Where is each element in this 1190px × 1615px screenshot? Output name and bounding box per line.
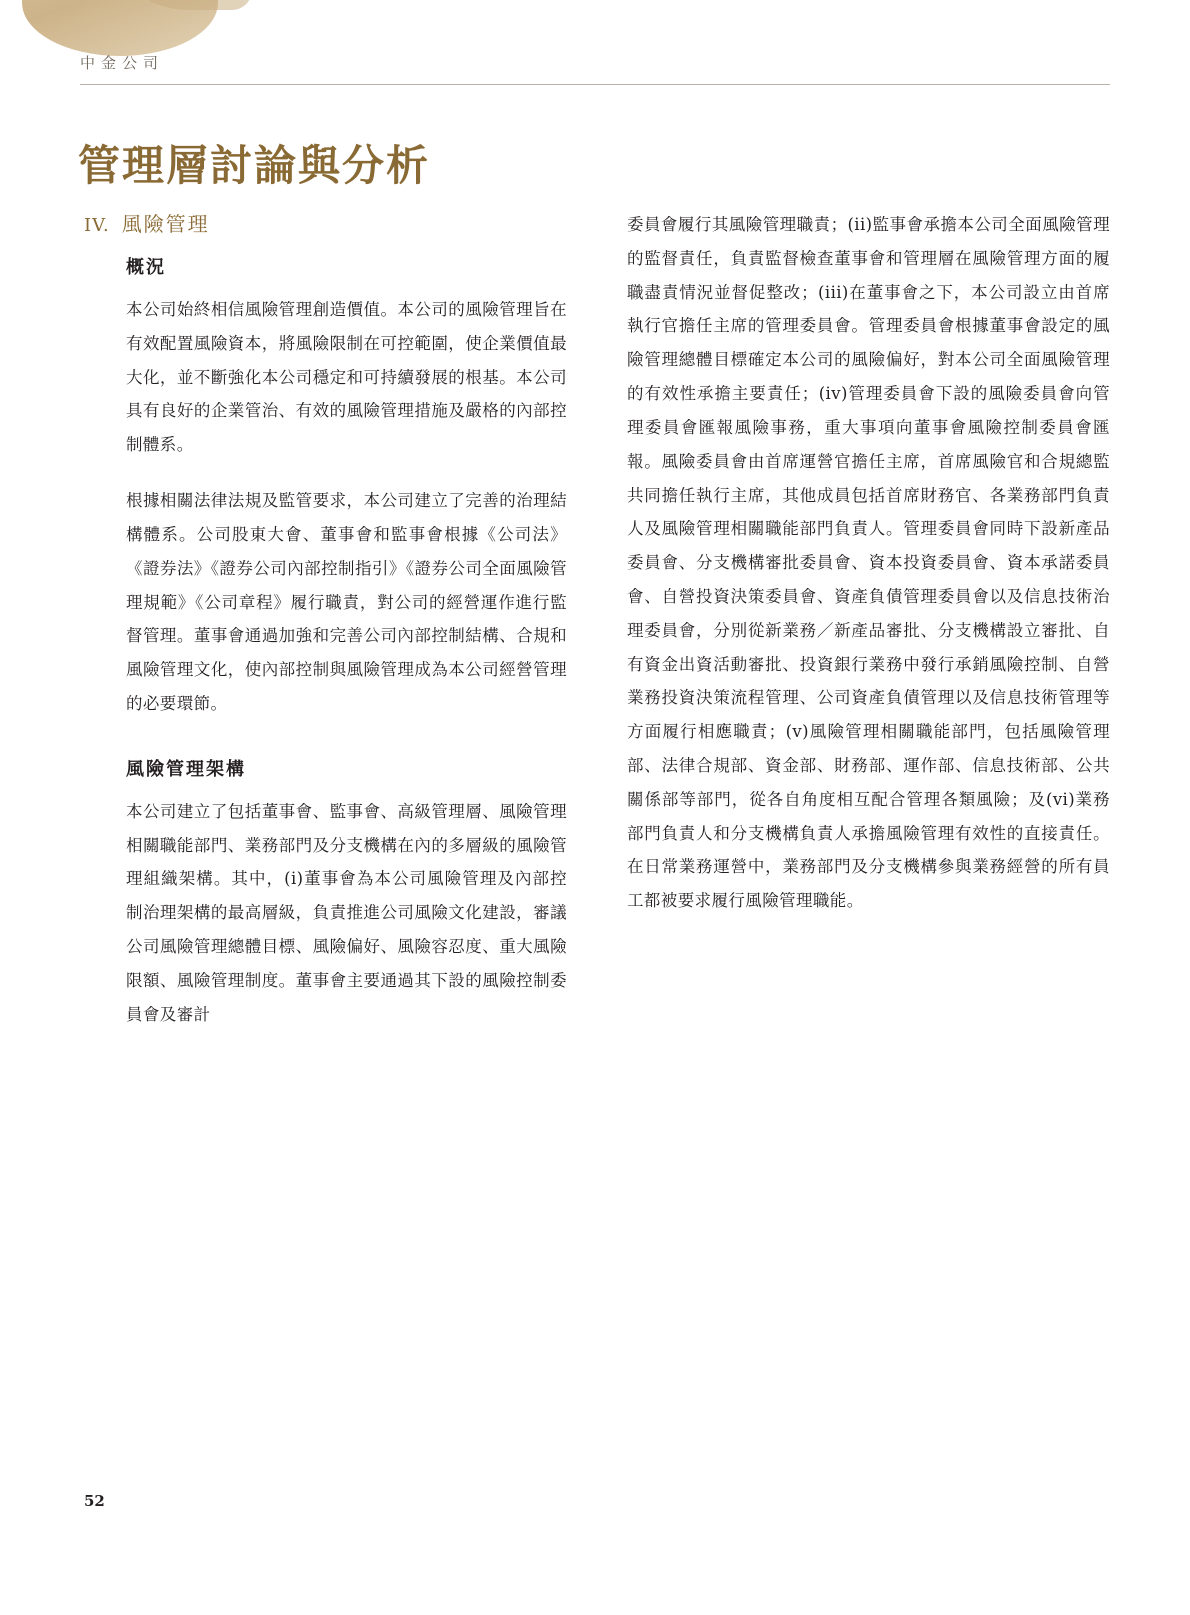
- page-number: 52: [84, 1492, 105, 1510]
- subheading-overview: 概況: [126, 257, 166, 278]
- subheading-framework: 風險管理架構: [126, 758, 246, 780]
- right-column: [627, 208, 1110, 1053]
- section-title: 風險管理: [121, 212, 210, 236]
- page-title: 管理層討論與分析: [78, 141, 431, 191]
- header-divider: [80, 84, 1110, 85]
- company-mark: 中金公司: [80, 54, 165, 72]
- paragraph: 根據相關法律法規及監管要求，本公司建立了完善的治理結構體系。公司股東大會、董事會和監事會根據《公司法》《證券法》《證券公司內部控制指引》《證券公司全面風險管理規範》《公司章程》履行職責，對公司的經營運作進行監督管理。董事會通過加強和完善公司內部控制結構、合規和風險管理文化，使內部控制與風險管理成為本公司經營管理的必要環節。: [126, 491, 567, 713]
- paragraph: 委員會履行其風險管理職責；(ii)監事會承擔本公司全面風險管理的監督責任，負責監督檢查董事會和管理層在風險管理方面的履職盡責情況並督促整改；(iii)在董事會之下，本公司設立由首席執行官擔任主席的管理委員會。管理委員會根據董事會設定的風險管理總體目標確定本公司的風險偏好，對本公司全面風險管理的有效性承擔主要責任；(iv)管理委員會下設的風險委員會向管理委員會匯報風險事務，重大事項向董事會風險控制委員會匯報。風險委員會由首席運營官擔任主席，首席風險官和合規總監共同擔任執行主席，其他成員包括首席財務官、各業務部門負責人及風險管理相關職能部門負責人。管理委員會同時下設新產品委員會、分支機構審批委員會、資本投資委員會、資本承諾委員會、自營投資決策委員會、資產負債管理委員會以及信息技術治理委員會，分別從新業務／新產品審批、分支機構設立審批、自有資金出資活動審批、投資銀行業務中發行承銷風險控制、自營業務投資決策流程管理、公司資產負債管理以及信息技術管理等方面履行相應職責；(v)風險管理相關職能部門，包括風險管理部、法律合規部、資金部、財務部、運作部、信息技術部、公共關係部等部門，從各自角度相互配合管理各類風險；及(vi)業務部門負責人和分支機構負責人承擔風險管理有效性的直接責任。在日常業務運營中，業務部門及分支機構參與業務經營的所有員工都被要求履行風險管理職能。: [627, 215, 1110, 911]
- two-column-body: [84, 208, 1110, 1053]
- section-heading: [84, 208, 567, 237]
- left-column: [84, 208, 567, 1053]
- section-number: IV.: [84, 215, 110, 236]
- paragraph: 本公司建立了包括董事會、監事會、高級管理層、風險管理相關職能部門、業務部門及分支機構在內的多層級的風險管理組織架構。其中，(i)董事會為本公司風險管理及內部控制治理架構的最高層級，負責推進公司風險文化建設，審議公司風險管理總體目標、風險偏好、風險容忍度、重大風險限額、風險管理制度。董事會主要通過其下設的風險控制委員會及審計: [126, 801, 567, 1024]
- paragraph: 本公司始終相信風險管理創造價值。本公司的風險管理旨在有效配置風險資本，將風險限制在可控範圍，使企業價值最大化，並不斷強化本公司穩定和可持續發展的根基。本公司具有良好的企業管治、有效的風險管理措施及嚴格的內部控制體系。: [126, 300, 567, 455]
